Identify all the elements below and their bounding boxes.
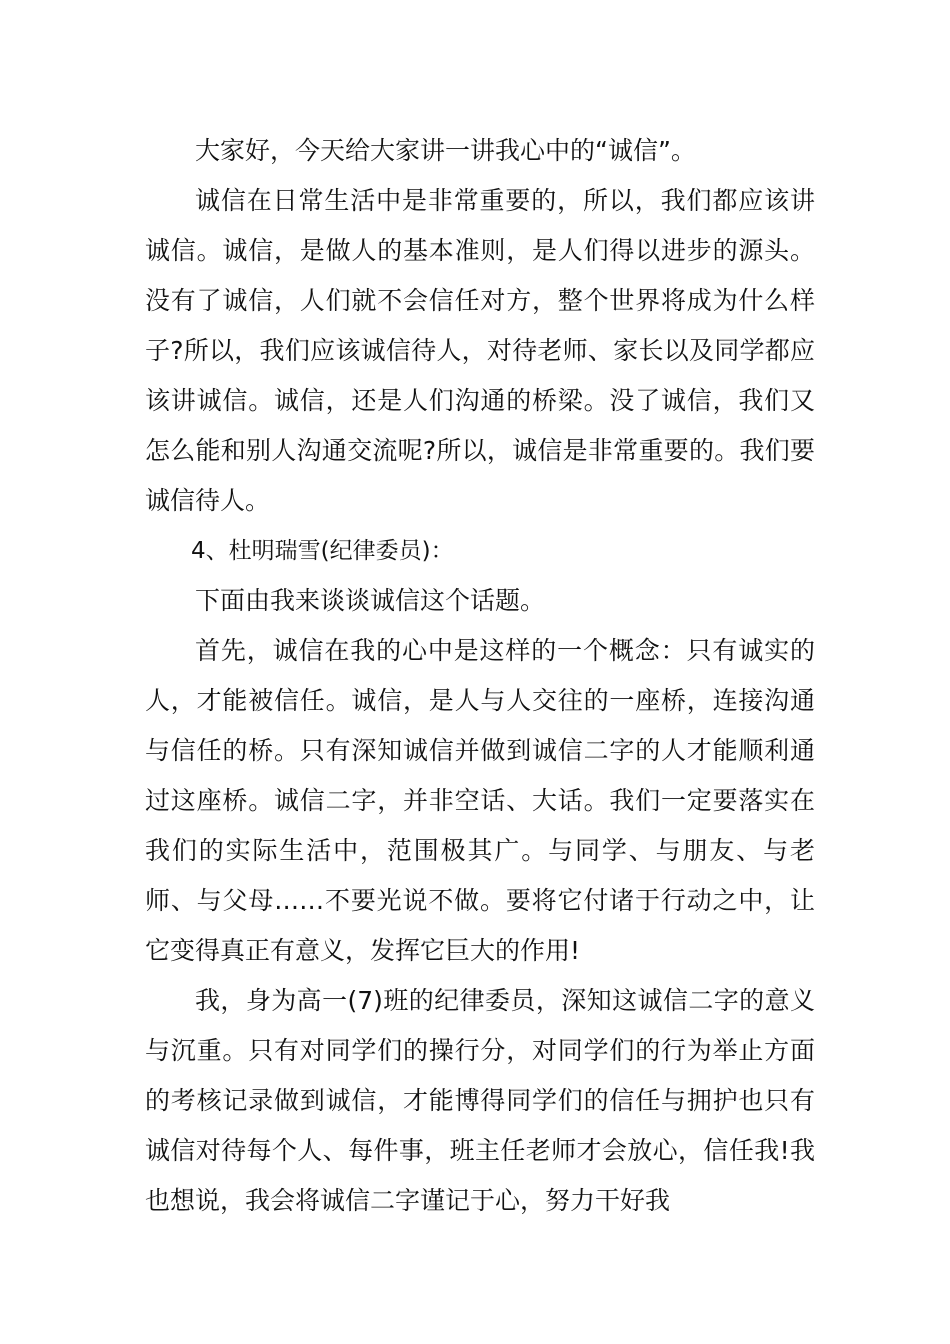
paragraph-discipline-committee: 我，身为高一(7)班的纪律委员，深知这诚信二字的意义与沉重。只有对同学们的操行分，对同学们的行为举止方面的考核记录做到诚信，才能博得同学们的信任与拥护也只有诚信对待每个人、每件事，班主任老师才会放心，信任我!我也想说，我会将诚信二字谨记于心，努力干好我: [145, 986, 815, 1215]
speaker-heading: 4、杜明瑞雪(纪律委员)：: [191, 538, 454, 564]
paragraph-topic-intro: 下面由我来谈谈诚信这个话题。: [195, 586, 546, 615]
document-body: [145, 126, 815, 1226]
paragraph-greeting: 大家好，今天给大家讲一讲我心中的“诚信”。: [195, 136, 696, 165]
paragraph-importance-of-integrity: 诚信在日常生活中是非常重要的，所以，我们都应该讲诚信。诚信，是做人的基本准则，是人们得以进步的源头。没有了诚信，人们就不会信任对方，整个世界将成为什么样子?所以，我们应该诚信待人，对待老师、家长以及同学都应该讲诚信。诚信，还是人们沟通的桥梁。没了诚信，我们又怎么能和别人沟通交流呢?所以，诚信是非常重要的。我们要诚信待人。: [145, 186, 815, 515]
paragraph-integrity-concept: 首先，诚信在我的心中是这样的一个概念：只有诚实的人，才能被信任。诚信，是人与人交往的一座桥，连接沟通与信任的桥。只有深知诚信并做到诚信二字的人才能顺利通过这座桥。诚信二字，并非空话、大话。我们一定要落实在我们的实际生活中，范围极其广。与同学、与朋友、与老师、与父母……不要光说不做。要将它付诸于行动之中，让它变得真正有意义，发挥它巨大的作用!: [145, 636, 815, 965]
